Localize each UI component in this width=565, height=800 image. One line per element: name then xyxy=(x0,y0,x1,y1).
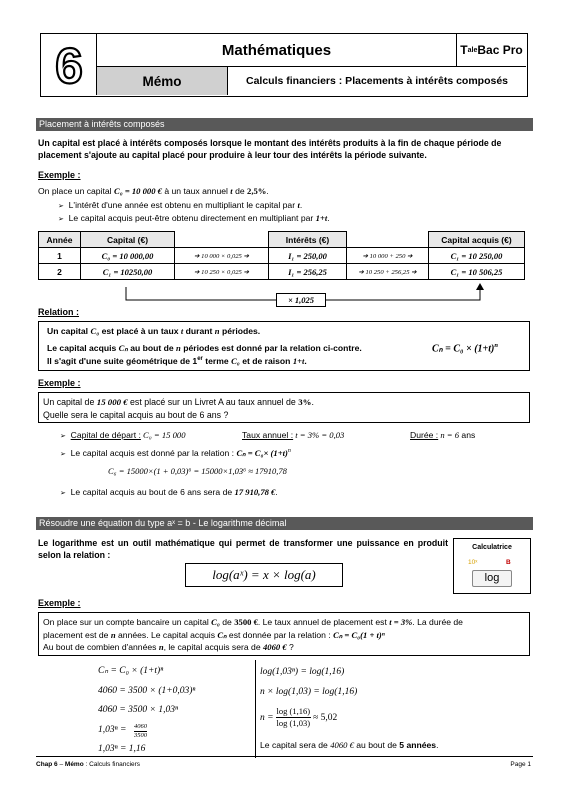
example-2-step-relation: ➢ Le capital acquis est donné par la relation : $C_n = C_0\times (1+t)^n$ xyxy=(60,448,291,458)
table-cell: I₁ = 250,00 xyxy=(269,248,347,264)
n-fraction: $\frac{\log (1,16)}{\log (1,03)}$ xyxy=(276,706,311,728)
solution-step: 4060 = 3500 × (1+0,03)ⁿ xyxy=(98,685,196,696)
bullet-capital: ➢ Le capital acquis peut-être obtenu directement en multipliant par 1+t. xyxy=(58,213,330,223)
section-heading-compound-interest: Placement à intérêts composés xyxy=(36,118,533,131)
table-header-cell: Capital (€) xyxy=(81,232,175,248)
calculator-box xyxy=(453,538,531,594)
table-cell: 2 xyxy=(39,264,81,280)
section-heading-logarithm: Résoudre une équation du type aˣ = b - Le logarithme décimal xyxy=(36,517,533,530)
multiplier-box: × 1,025 xyxy=(276,293,326,307)
example-label: Exemple : xyxy=(38,170,81,180)
relation-line-2: Le capital acquis Cₙ au bout de n périodes est donné par la relation ci-contre. xyxy=(47,343,362,353)
bullet-interest: ➢ L'intérêt d'une année est obtenu en multipliant le capital par t. xyxy=(58,200,303,210)
table-cell: C₁ = 10250,00 xyxy=(81,264,175,280)
calculator-key-10x: 10ˣ xyxy=(468,559,478,566)
logarithm-formula-box: log(aˣ) = x × log(a) xyxy=(185,563,343,587)
solution-conclusion: Le capital sera de 4060 € au bout de 5 années. xyxy=(260,740,439,750)
chapter-number-text: 6 xyxy=(54,38,83,91)
calculator-title: Calculatrice xyxy=(472,544,512,551)
table-cell: ➔ 10 250 + 256,25 ➔ xyxy=(347,264,429,280)
solution-step: Cₙ = C₀ × (1+t)ⁿ xyxy=(98,666,164,676)
calculator-log-key: log xyxy=(472,570,512,587)
example-statement: On place un capital C₀ = 10 000 € à un taux annuel t de 2,5%. xyxy=(38,186,269,196)
example-2-line-1: Un capital de 15 000 € est placé sur un Livret A au taux annuel de 3%. xyxy=(43,397,314,407)
page-title: Mathématiques xyxy=(97,34,457,67)
definition-text: Un capital est placé à intérêts composés lorsque le montant des intérêts produits à la fin de chaque période de placement s'ajoute au capital placé pour produire à leur tour des intérêts la période suivante. xyxy=(38,138,502,160)
fraction: 4060 3500 xyxy=(134,722,147,739)
logarithm-definition: Le logarithme est un outil mathématique qui permet de transformer une puissance en produit selon la relation : xyxy=(38,538,448,560)
table-header-cell: Intérêts (€) xyxy=(269,232,347,248)
table-cell: 1 xyxy=(39,248,81,264)
example-3-line-1: On place sur un compte bancaire un capital C₀ de 3500 €. Le taux annuel de placement est t = 3%. La durée de xyxy=(43,617,463,627)
example-2-calculation: C₆ = 15000×(1 + 0,03)⁶ = 15000×1,03⁶ ≈ 17910,78 xyxy=(108,466,287,476)
table-cell: ➔ 10 000 × 0,025 ➔ xyxy=(175,248,269,264)
page-number: Page 1 xyxy=(510,761,531,768)
table-cell: I₁ = 256,25 xyxy=(269,264,347,280)
relation-formula: $C_n = C_0 \times (1+t)^n$ xyxy=(432,342,498,355)
calculator-key-b: B xyxy=(506,559,511,566)
solution-step: 1,03ⁿ = 4060 3500 xyxy=(98,722,147,739)
table-cell: C₁ = 10 250,00 xyxy=(429,248,525,264)
solution-step: 1,03ⁿ = 1,16 xyxy=(98,744,146,754)
example-2-data-line: ➢ Capital de départ : C₀ = 15 000 Taux annuel : t = 3% = 0,03 Durée : n = 6 ans xyxy=(60,430,476,440)
table-cell: ➔ 10 000 + 250 ➔ xyxy=(347,248,429,264)
example-2-box xyxy=(38,392,530,423)
level-label: T ale Bac Pro xyxy=(457,34,526,67)
memo-label: Mémo xyxy=(97,67,228,95)
relation-line-3: Il s'agit d'une suite géométrique de 1er terme C₀ et de raison 1+t. xyxy=(47,356,307,366)
relation-line-1: Un capital C₀ est placé à un taux t durant n périodes. xyxy=(47,326,261,336)
example-3-line-3: Au bout de combien d'années n, le capital acquis sera de 4060 € ? xyxy=(43,642,294,652)
solution-right-column xyxy=(260,662,357,702)
relation-box xyxy=(38,321,530,371)
example-2-result: ➢ Le capital acquis au bout de 6 ans sera de 17 910,78 €. xyxy=(60,487,278,497)
relation-label: Relation : xyxy=(38,307,80,317)
example-2-label: Exemple : xyxy=(38,378,81,388)
solution-step: n × log(1,03) = log(1,16) xyxy=(260,687,358,697)
solution-step: log(1,03ⁿ) = log(1,16) xyxy=(260,667,345,677)
page-footer: Chap 6 – Mémo : Calculs financiers Page 1 xyxy=(36,756,533,768)
solution-step: 4060 = 3500 × 1,03ⁿ xyxy=(98,705,178,715)
solution-left-column xyxy=(98,662,248,760)
table-cell: C₁ = 10 506,25 xyxy=(429,264,525,280)
table-header-cell: Capital acquis (€) xyxy=(429,232,525,248)
multiplier-bracket xyxy=(0,0,565,320)
table-header-cell: Année xyxy=(39,232,81,248)
solution-divider xyxy=(255,660,256,758)
solution-n-result: n = $\frac{\log (1,16)}{\log (1,03)}$ ≈ 5,02 xyxy=(260,706,338,728)
table-cell: ➔ 10 250 × 0,025 ➔ xyxy=(175,264,269,280)
example-3-line-2: placement est de n années. Le capital acquis Cₙ est donnée par la relation : Cₙ = C₀(1 + t)ⁿ xyxy=(43,630,385,640)
example-3-label: Exemple : xyxy=(38,598,81,608)
table-cell: C₀ = 10 000,00 xyxy=(81,248,175,264)
example-3-box xyxy=(38,612,530,656)
example-2-line-2: Quelle sera le capital acquis au bout de 6 ans ? xyxy=(43,410,229,420)
page-subtitle: Calculs financiers : Placements à intérêts composés xyxy=(245,75,509,87)
